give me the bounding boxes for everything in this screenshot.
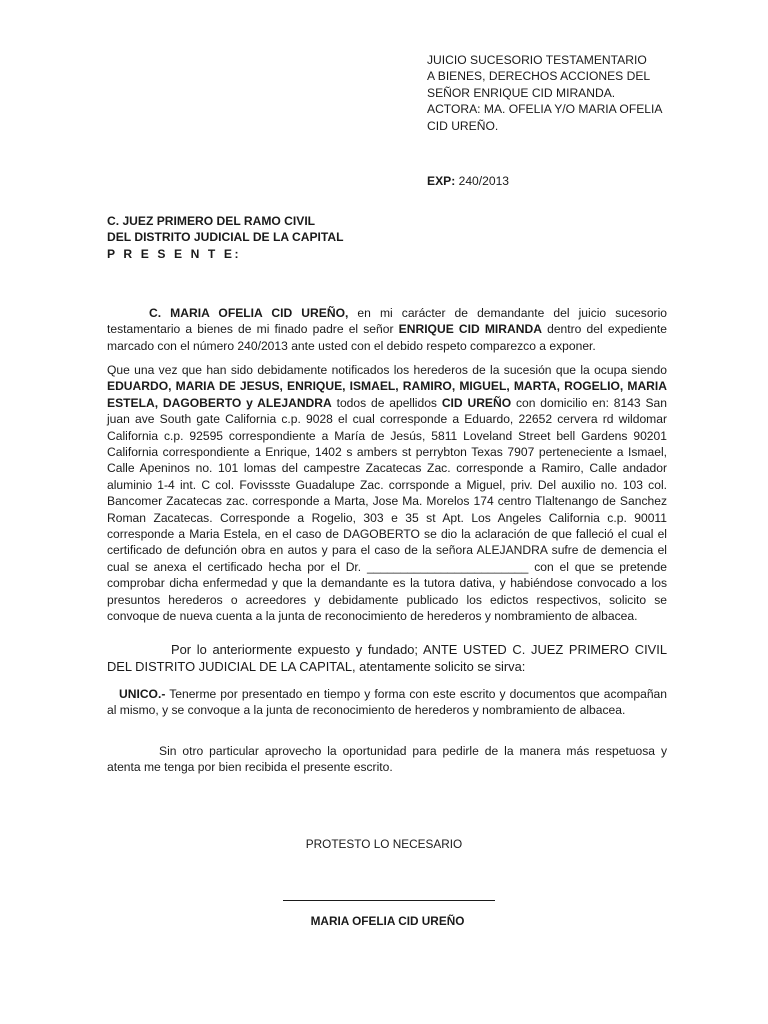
protest-statement: PROTESTO LO NECESARIO <box>305 837 463 851</box>
file-number-label: EXP: <box>427 174 456 188</box>
paragraph-text: todos de apellidos <box>331 395 442 410</box>
addressee-line: C. JUEZ PRIMERO DEL RAMO CIVIL <box>107 214 316 228</box>
paragraph-text: dentro del expediente marcado con el número 240/2013 ante usted con el debido respeto comparezco a exponer. <box>107 322 667 353</box>
petition-paragraph: Por lo anteriormente expuesto y fundado; ANTE USTED C. JUEZ PRIMERO CIVIL DEL DISTRITO JUDICIAL DE LA CAPITAL, atentamente solicito se sirva: <box>107 642 667 674</box>
addressee-block <box>107 213 344 262</box>
paragraph-text: con el que se pretende comprobar dicha enfermedad y que la demandante es la tutora dativa, y habiéndose convocado a los presuntos herederos o acreedores y debidamente publicado los edictos respectivos, solicito se convoque de nueva cuenta a la junta de reconocimiento de herederos y nombramiento de albacea. <box>107 559 668 624</box>
plaintiff-name: C. MARIA OFELIA CID UREÑO, <box>149 306 349 320</box>
case-header-line: CID UREÑO. <box>427 118 499 133</box>
paragraph-text: en mi carácter de demandante del juicio sucesorio testamentario a bienes de mi finado padre el señor <box>107 306 667 337</box>
case-header <box>427 52 727 134</box>
signer-name: MARIA OFELIA CID UREÑO <box>310 914 465 928</box>
paragraph-text: Que una vez que han sido debidamente notificados los herederos de la sucesión que la ocupa siendo <box>107 363 667 377</box>
signature-line <box>283 900 495 901</box>
addressee-presente: P R E S E N T E: <box>107 246 242 261</box>
request-paragraph <box>107 686 667 719</box>
file-number <box>427 173 509 189</box>
request-lead: UNICO.- <box>119 687 166 701</box>
addressee-line: DEL DISTRITO JUDICIAL DE LA CAPITAL <box>107 230 344 245</box>
case-header-line: JUICIO SUCESORIO TESTAMENTARIO <box>427 53 647 67</box>
deceased-name: ENRIQUE CID MIRANDA <box>398 322 542 337</box>
paragraph-text: Tenerme por presentado en tiempo y forma con este escrito y documentos que acompañan al mismo, y se convoque a la junta de reconocimiento de herederos y nombramiento de albacea. <box>107 687 667 718</box>
paragraph-text: con domicilio en: 8143 San juan ave South gate California c.p. 9028 el cual corresponde a Eduardo, 22652 cervera rd wildomar California c.p. 92595 correspondiente a María de Jesús, 5811 Loveland Street bell Gardens 90201 California correspondiente a Enrique, 1402 s ambers st perrybton Texas 7907 perteneciente a Ismael, Calle Apeninos no. 101 lomas del campestre Zacatecas Zac. corresponde a Ramiro, Calle andador aluminio 1-4 int. C col. Fovissste Guadalupe Zac. corrsponde a Miguel, priv. Del auxilio no. 103 col. Bancomer Zacatecas zac. corresponde a Marta, Jose Ma. Morelos 174 centro Tlaltenango de Sanchez Roman Zacatecas. Corresponde a Rogelio, 303 e 35 st Apt. Los Angeles California c.p. 90011 corresponde a Maria Estela, en el caso de DAGOBERTO se dio la aclaración de que falleció el cual el certificado de defunción obra en autos y para el caso de la señora ALEJANDRA sufre de demencia el cual se anexa el certificado hecha por el Dr. <box>107 395 667 574</box>
closing-paragraph: Sin otro particular aprovecho la oportunidad para pedirle de la manera más respetuosa y atenta me tenga por bien recibida el presente escrito. <box>107 744 667 775</box>
doctor-name-blank: ________________________ <box>366 559 529 574</box>
heirs-names: EDUARDO, MARIA DE JESUS, ENRIQUE, ISMAEL, RAMIRO, MIGUEL, MARTA, ROGELIO, MARIA ESTELA, DAGOBERTO y ALEJANDRA <box>107 379 667 410</box>
heirs-surname: CID UREÑO <box>441 395 512 410</box>
intro-paragraph <box>107 305 667 354</box>
case-header-line: A BIENES, DERECHOS ACCIONES DEL <box>427 69 651 84</box>
heirs-paragraph <box>107 362 667 625</box>
case-header-line: ACTORA: MA. OFELIA Y/O MARIA OFELIA <box>427 102 663 117</box>
file-number-value: 240/2013 <box>455 174 510 188</box>
case-header-line: SEÑOR ENRIQUE CID MIRANDA. <box>427 85 616 100</box>
